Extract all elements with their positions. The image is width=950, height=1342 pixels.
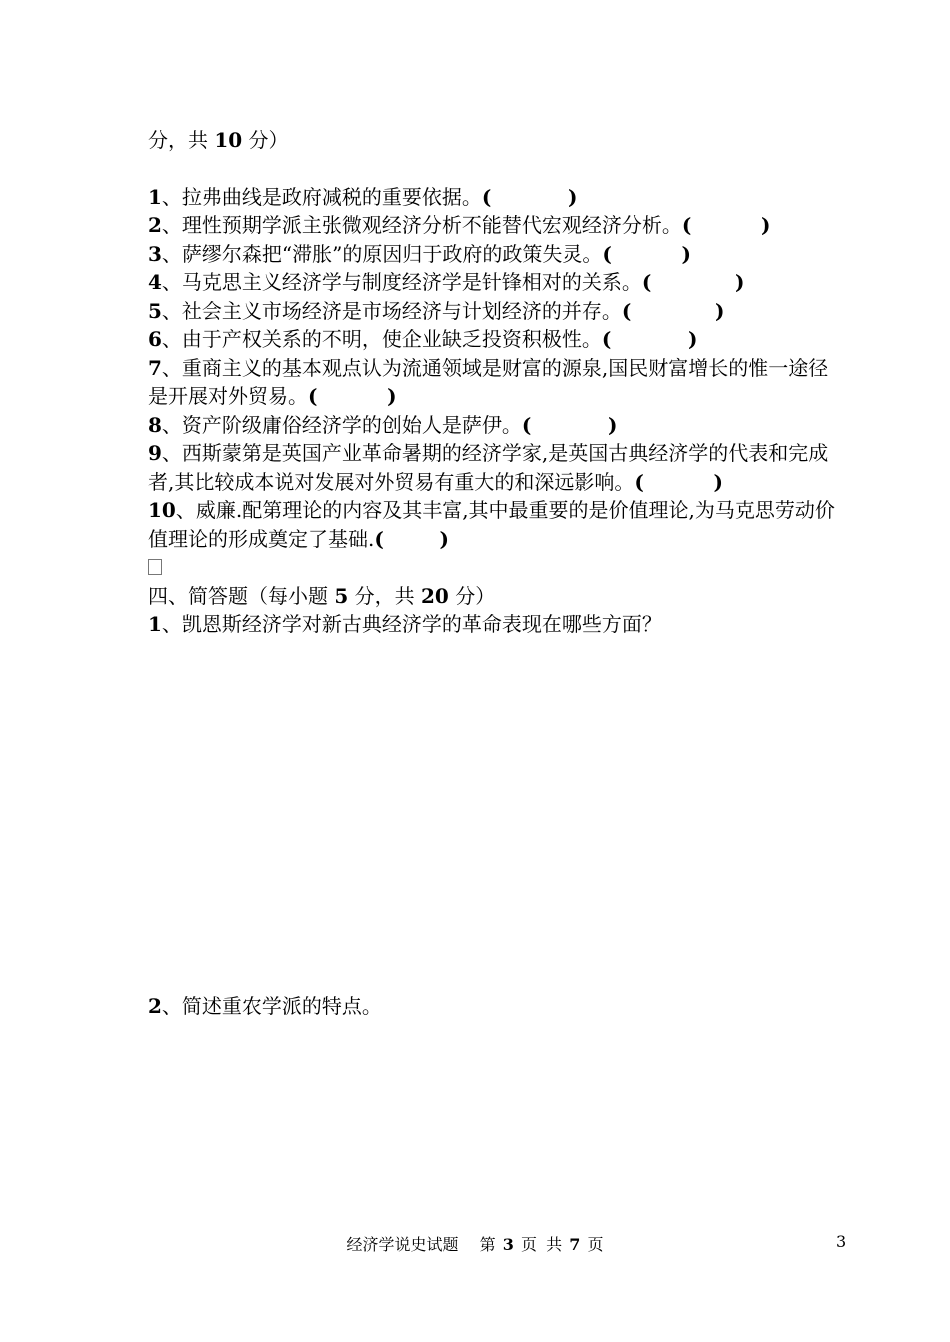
question-9: 9、西斯蒙第是英国产业革命暑期的经济学家,是英国古典经济学的代表和完成者,其比较成本说对发展对外贸易有重大的和深远影响。( ) [148,441,829,494]
page-number: 3 [836,1232,847,1251]
question-3: 3、萨缪尔森把“滞胀”的原因归于政府的政策失灵。( ) [148,241,691,266]
footer-page: 3 [502,1235,514,1254]
footer-title: 经济学说史试题 [346,1235,459,1254]
short-answer-question-2: 2、简述重农学派的特点。 [148,994,382,1018]
question-5: 5、社会主义市场经济是市场经济与计划经济的并存。( ) [148,298,725,323]
page-footer: 经济学说史试题 第 3 页 共 7 页 [346,1235,604,1254]
question-6: 6、由于产权关系的不明，使企业缺乏投资积极性。( ) [148,327,698,351]
short-answer-question-1: 1、凯恩斯经济学对新古典经济学的革命表现在哪些方面？ [148,612,662,636]
missing-glyph-box [148,553,848,582]
section-intro: 分，共 10 分） [148,128,289,152]
question-7: 7、重商主义的基本观点认为流通领域是财富的源泉,国民财富增长的惟一途径是开展对外贸易。( ) [148,355,829,408]
question-1: 1、拉弗曲线是政府减税的重要依据。( ) [148,184,578,209]
footer-total: 7 [569,1235,581,1254]
question-8: 8、资产阶级庸俗经济学的创始人是萨伊。( ) [148,412,618,437]
question-10: 10、威廉.配第理论的内容及其丰富,其中最重要的是价值理论,为马克思劳动价值理论的形成奠定了基础.( ) [148,498,835,551]
question-2: 2、理性预期学派主张微观经济分析不能替代宏观经济分析。( ) [148,213,771,237]
question-4: 4、马克思主义经济学与制度经济学是针锋相对的关系。( ) [148,270,745,294]
page-content [148,126,848,639]
placeholder-box-icon [148,559,162,575]
section-4-heading: 四、简答题（每小题 5 分，共 20 分） [148,583,496,608]
